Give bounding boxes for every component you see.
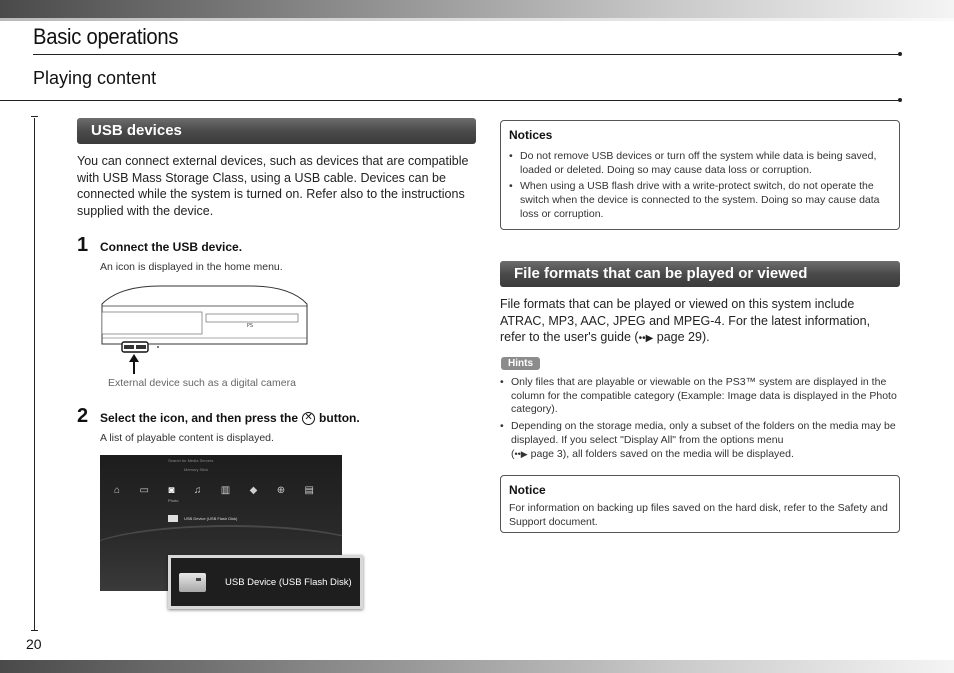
step-1-number: 1: [77, 234, 89, 256]
hint-item-text-before: Depending on the storage media, only a subset of the folders on the media may be displayed. If you select "Display All" from the options menu: [511, 420, 896, 446]
hint-item: • Depending on the storage media, only a subset of the folders on the media may be displayed. If you select "Display All" from the options menu (••▶ page 3), all folders saved on the media will be displayed.: [500, 420, 900, 461]
notice-title: Notice: [509, 483, 546, 497]
file-formats-text: [500, 296, 895, 348]
notices-box: [500, 120, 900, 230]
xmb-usb-device-label: USB Device (USB Flash Disk): [184, 516, 238, 521]
header-rule-dot: [898, 52, 902, 56]
notice-item: • Do not remove USB devices or turn off the system while data is being saved, loaded or deleted. Doing so may cause data loss or corruption.: [509, 150, 891, 177]
svg-text:PS: PS: [246, 323, 254, 329]
network-icon: ⊕: [276, 485, 286, 496]
page-number: 20: [26, 636, 42, 652]
header-rule: [33, 54, 900, 55]
top-gradient-bar-thin: [0, 18, 954, 21]
page-ref-arrow-icon: ••▶: [638, 333, 654, 344]
file-formats-heading: File formats that can be played or viewed: [500, 261, 900, 287]
step-1-caption: External device such as a digital camera: [108, 377, 296, 389]
bottom-gradient-bar: [0, 660, 954, 673]
hints-list: [500, 376, 900, 464]
left-margin-line-top-tick: [31, 116, 38, 117]
step-2-title-before: Select the icon, and then press the: [100, 411, 299, 425]
file-formats-text-after: page 29).: [653, 330, 710, 344]
notice-box: [500, 475, 900, 533]
page-ref-arrow-icon: ••▶: [514, 448, 528, 459]
step-2-number: 2: [77, 405, 89, 427]
step-1-title: Connect the USB device.: [100, 240, 243, 254]
left-margin-line: [34, 118, 35, 630]
step-2-desc: A list of playable content is displayed.: [100, 432, 274, 444]
cross-button-icon: ✕: [302, 412, 315, 425]
notice-text: For information on backing up files saved on the hard disk, refer to the Safety and Support document.: [509, 502, 888, 528]
xmb-menu-item-1: Search for Media Servers: [168, 458, 214, 463]
xmb-category-label: Photo: [168, 498, 179, 503]
photo-icon: ◙: [168, 485, 175, 496]
step-2-title: [100, 411, 360, 425]
usb-devices-heading: USB devices: [77, 118, 476, 144]
left-margin-line-bottom-tick: [31, 630, 38, 631]
music-icon: ♫: [193, 485, 202, 496]
notices-list: [509, 150, 891, 222]
friends-icon: ▤: [304, 485, 314, 496]
usb-device-callout-label: USB Device (USB Flash Disk): [225, 577, 352, 588]
section-title: Playing content: [33, 68, 157, 88]
hint-item-text-after: page 3), all folders saved on the media will be displayed.: [527, 447, 794, 460]
step-2-title-after: button.: [319, 411, 360, 425]
notices-title: Notices: [509, 128, 553, 142]
home-icon: ⌂: [114, 485, 121, 496]
chapter-title: Basic operations: [33, 24, 179, 49]
game-icon: ◆: [249, 485, 258, 496]
top-gradient-bar: [0, 0, 954, 18]
section-rule: [0, 100, 900, 101]
usb-device-callout: [168, 555, 363, 609]
step-1-desc: An icon is displayed in the home menu.: [100, 261, 283, 273]
usb-intro-text: You can connect external devices, such as devices that are compatible with USB Mass Storage Class, using a USB cable. Devices can be connected while the system is turned on. Refer also to the instructions supplied with the device.: [77, 154, 469, 218]
hint-item: • Only files that are playable or viewable on the PS3™ system are displayed in the column for the compatible category (Example: Image data is displayed in the Photo category).: [500, 376, 900, 417]
file-formats-text-before: File formats that can be played or viewed on this system include ATRAC, MP3, AAC, JPEG and MPEG-4. For the latest information, refer to the user's guide (: [500, 297, 871, 344]
hints-badge: Hints: [501, 357, 540, 370]
xmb-usb-device-icon: [168, 515, 178, 522]
video-icon: ▥: [220, 485, 231, 496]
xmb-category-icons: [114, 485, 314, 496]
ps3-console-illustration: [100, 284, 310, 376]
section-rule-dot: [898, 98, 902, 102]
xmb-menu-item-2: Memory Stick: [184, 467, 209, 472]
notice-item: • When using a USB flash drive with a write-protect switch, do not operate the switch when the device is connected to the system. Doing so may cause data loss or corruption.: [509, 180, 891, 221]
usb-flash-disk-icon: [179, 573, 206, 592]
users-icon: ▭: [139, 485, 149, 496]
